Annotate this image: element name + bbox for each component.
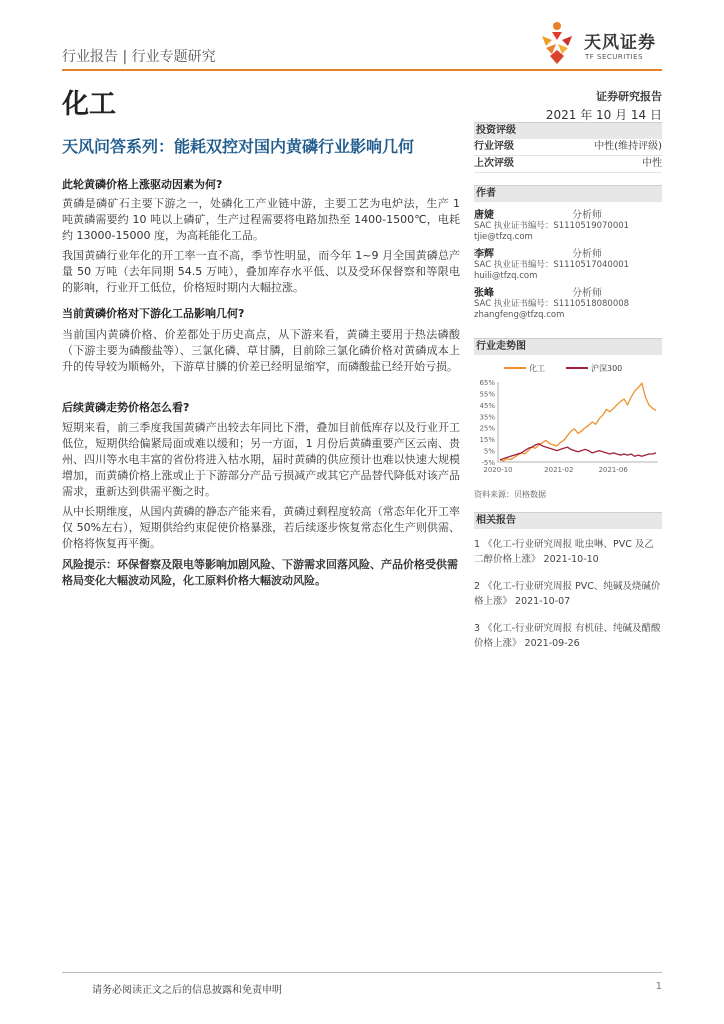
y-tick-label: 45% xyxy=(479,401,495,410)
author-role: 分析师 xyxy=(572,288,602,299)
question-2: 当前黄磷价格对下游化工品影响几何? xyxy=(62,307,245,320)
author-sac: SAC 执业证书编号：S1110517040001 xyxy=(474,260,630,270)
related-heading: 相关报告 xyxy=(474,512,662,529)
y-tick-label: 55% xyxy=(479,390,495,399)
logo-english-name: TF SECURITIES xyxy=(585,53,644,61)
author-role: 分析师 xyxy=(572,210,602,221)
y-tick-label: 25% xyxy=(479,424,495,433)
trend-chart xyxy=(474,360,662,480)
paragraph-4: 短期来看，前三季度我国黄磷产出较去年同比下滑，叠加目前低库存以及行业开工低位，短期供给偏紧局面或难以缓和；另一方面，1 月份后黄磷重要产区云南、贵州、四川等水电丰富的省份将进入枯水期，届时黄磷的供应预计也难以快速大规模增加，而黄磷价格上涨或止于下游部分产品亏损减产或其它产品替代降低对该产品需求，重新达到供需平衡之时。 xyxy=(62,421,460,498)
author-name: 张峰 xyxy=(474,288,494,299)
question-1 xyxy=(62,176,460,192)
industry-rating-row xyxy=(474,139,662,156)
question-1-text: 此轮黄磷价格上涨驱动因素为何? xyxy=(62,178,223,191)
rating-heading: 投资评级 xyxy=(474,122,662,139)
paragraph-1: 黄磷是磷矿石主要下游之一，处磷化工产业链中游，主要工艺为电炉法，生产 1 吨黄磷需要约 10 吨以上磷矿，生产过程需要将电路加热至 1400-1500℃，电耗约 13000-15000 度，为高耗能化工品。 xyxy=(62,197,460,242)
author-name: 李辉 xyxy=(474,249,494,260)
x-tick-label: 2021-06 xyxy=(598,466,628,474)
previous-rating-label: 上次评级 xyxy=(474,158,514,169)
y-tick-label: 5% xyxy=(483,447,495,456)
series-line xyxy=(500,383,656,461)
previous-rating-row xyxy=(474,156,662,173)
author-card xyxy=(474,206,662,243)
related-report-item[interactable]: 1 《化工-行业研究周报 吡虫啉、PVC 及乙二醇价格上涨》 2021-10-10 xyxy=(474,539,654,565)
x-tick-label: 2020-10 xyxy=(483,466,513,474)
rating-section xyxy=(474,122,662,173)
footer-divider xyxy=(62,972,662,973)
related-section xyxy=(474,512,662,651)
author-card xyxy=(474,284,662,321)
report-date: 2021 年 10 月 14 日 xyxy=(545,108,662,122)
paragraph-2: 我国黄磷行业年化的开工率一直不高，季节性明显，而今年 1~9 月全国黄磷总产量 50 万吨（去年同期 54.5 万吨），叠加库存水平低、以及受环保督察和等限电的影响，行业开工低位，价格短时期内大幅拉涨。 xyxy=(62,249,460,294)
report-title: 天风问答系列：能耗双控对国内黄磷行业影响几何 xyxy=(62,137,415,156)
previous-rating-value: 中性 xyxy=(642,158,662,169)
trend-chart-svg xyxy=(474,360,662,480)
y-tick-label: 15% xyxy=(479,436,495,445)
trend-section xyxy=(474,338,662,355)
company-logo xyxy=(532,18,667,68)
author-name: 唐婕 xyxy=(474,210,494,221)
author-email[interactable]: tjie@tfzq.com xyxy=(474,232,533,242)
author-sac: SAC 执业证书编号：S1110519070001 xyxy=(474,221,630,231)
question-3: 后续黄磷走势价格怎么看? xyxy=(62,401,190,414)
risk-warning: 风险提示：环保督察及限电等影响加剧风险、下游需求回落风险、产品价格受供需格局变化大幅波动风险，化工原料价格大幅波动风险。 xyxy=(62,558,458,587)
y-tick-label: 65% xyxy=(479,379,495,387)
author-heading: 作者 xyxy=(474,185,662,202)
x-tick-label: 2021-02 xyxy=(544,466,574,474)
y-tick-label: 35% xyxy=(479,413,495,422)
y-tick-label: -5% xyxy=(481,459,495,467)
trend-heading: 行业走势图 xyxy=(474,338,662,355)
author-email[interactable]: huili@tfzq.com xyxy=(474,271,538,281)
related-report-item[interactable]: 2 《化工-行业研究周报 PVC、纯碱及烧碱价格上涨》 2021-10-07 xyxy=(474,581,661,607)
author-sac: SAC 执业证书编号：S1110518080008 xyxy=(474,299,630,309)
author-email[interactable]: zhangfeng@tfzq.com xyxy=(474,310,565,320)
header-divider xyxy=(62,69,662,71)
logo-chinese-name: 天风证券 xyxy=(584,33,656,53)
report-category: 行业报告 | 行业专题研究 xyxy=(62,49,216,65)
logo-mark-icon xyxy=(532,18,582,68)
author-role: 分析师 xyxy=(572,249,602,260)
chart-source: 资料来源：贝格数据 xyxy=(474,490,546,499)
paragraph-5: 从中长期维度，从国内黄磷的静态产能来看，黄磷过剩程度较高（常态年化开工率仅 50%左右），短期供给约束促使价格暴涨，若后续逐步恢复常态化生产则供需、价格将恢复再平衡。 xyxy=(62,505,460,550)
disclaimer-text: 请务必阅读正文之后的信息披露和免责申明 xyxy=(92,985,282,996)
industry-rating-value: 中性(维持评级) xyxy=(594,141,662,152)
sector-title: 化工 xyxy=(62,89,116,120)
author-card xyxy=(474,245,662,282)
legend-label: 化工 xyxy=(529,364,545,373)
paragraph-3: 当前国内黄磷价格、价差都处于历史高点，从下游来看，黄磷主要用于热法磷酸（下游主要为磷酸盐等）、三氯化磷、草甘膦，目前除三氯化磷价格对黄磷成本上升的传导较为顺畅外，下游草甘膦的价差已经明显缩窄，而磷酸盐已经开始亏损。 xyxy=(62,328,460,373)
legend-label: 沪深300 xyxy=(591,364,623,373)
series-line xyxy=(500,444,656,460)
page-number: 1 xyxy=(655,981,662,992)
industry-rating-label: 行业评级 xyxy=(474,141,514,152)
author-section xyxy=(474,185,662,321)
report-type: 证券研究报告 xyxy=(596,90,662,103)
related-report-item[interactable]: 3 《化工-行业研究周报 有机硅、纯碱及醋酸价格上涨》 2021-09-26 xyxy=(474,623,661,649)
